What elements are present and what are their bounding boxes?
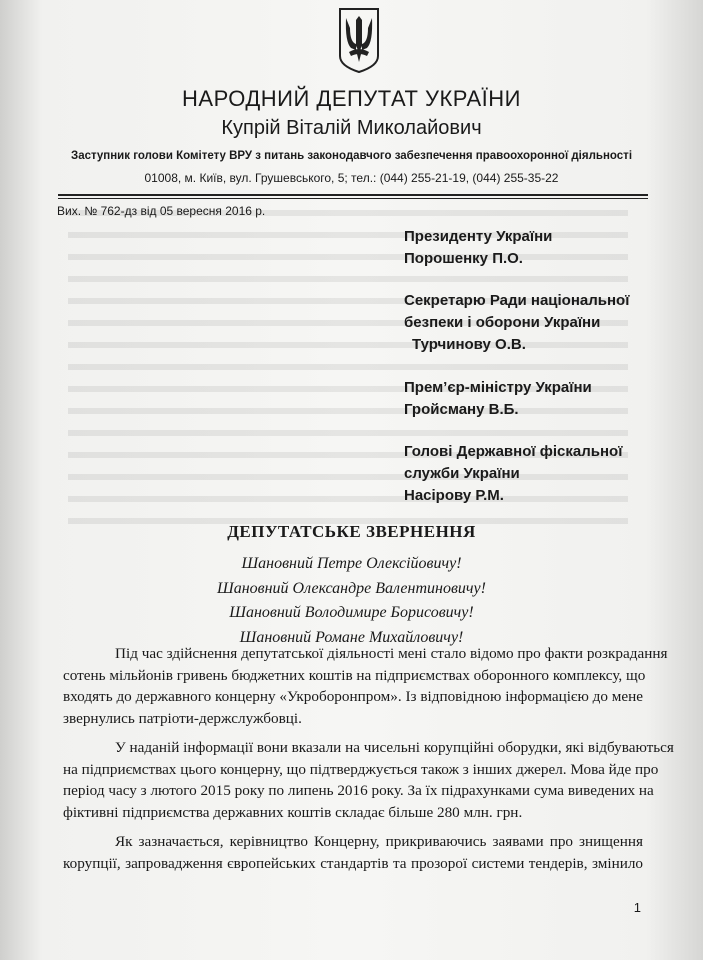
addressee-line: Прем’єр-міністру України bbox=[404, 379, 592, 396]
addressee-prime-minister bbox=[404, 377, 592, 421]
body-line: фіктивні підприємства державних коштів складає більше 280 млн. грн. bbox=[63, 803, 523, 821]
addressee-president bbox=[404, 226, 552, 270]
addressee-line: безпеки і оборони України bbox=[404, 314, 601, 331]
body-paragraph bbox=[63, 643, 668, 729]
addressee-line: Порошенку П.О. bbox=[404, 250, 523, 267]
body-line: на підприємствах цього концерну, що підтверджується також з інших джерел. Мова йде про bbox=[63, 760, 659, 778]
body-line: входять до державного концерну «Укроборонпром». Із відповідною інформацією до мене bbox=[63, 688, 643, 705]
addressee-line: служби України bbox=[404, 465, 520, 482]
body-paragraph bbox=[63, 737, 674, 823]
addressee-line: Гройсману В.Б. bbox=[404, 401, 519, 418]
body-line: корупції, запровадження європейських стандартів та прозорої системи тендерів, змінило bbox=[63, 854, 643, 872]
outgoing-number: Вих. № 762-дз від 05 вересня 2016 р. bbox=[57, 204, 266, 218]
addressee-line: Голові Державної фіскальної bbox=[404, 443, 623, 460]
body-paragraph bbox=[63, 831, 643, 874]
greeting-line: Шановний Олександре Валентиновичу! bbox=[217, 579, 486, 597]
deputy-name: Купрій Віталій Миколайович bbox=[221, 117, 482, 139]
addressee-line: Секретарю Ради національної bbox=[404, 292, 630, 309]
body-line: сотень мільйонів гривень бюджетних коштів на підприємствах оборонного комплексу, що bbox=[63, 666, 646, 684]
greeting-line: Шановний Романе Михайловичу! bbox=[239, 628, 464, 646]
deputy-address: 01008, м. Київ, вул. Грушевського, 5; тел.: (044) 255-21-19, (044) 255-35-22 bbox=[144, 171, 559, 185]
body-line: період часу з лютого 2015 року по липень 2016 року. За їх підрахунками сума виведених на bbox=[63, 782, 654, 799]
body-line: Під час здійснення депутатської діяльності мені стало відомо про факти розкрадання bbox=[115, 645, 668, 662]
addressee-line: Насірову Р.М. bbox=[404, 487, 504, 504]
body-line: звернулись патріоти-держслужбовці. bbox=[63, 709, 302, 727]
addressee-line: Турчинову О.В. bbox=[412, 336, 526, 353]
page-number: 1 bbox=[633, 900, 641, 915]
header-rule-thin bbox=[58, 198, 648, 199]
header-rule-thick bbox=[58, 194, 648, 196]
addressee-nsdc-secretary bbox=[404, 290, 629, 356]
addressee-line: Президенту України bbox=[404, 228, 553, 245]
greeting-line: Шановний Петре Олексійовичу! bbox=[241, 555, 462, 572]
trident-emblem-icon bbox=[337, 6, 381, 74]
deputy-position: Заступник голови Комітету ВРУ з питань законодавчого забезпечення правоохоронної діяльності bbox=[70, 150, 633, 162]
document-title: ДЕПУТАТСЬКЕ ЗВЕРНЕННЯ bbox=[227, 522, 476, 541]
body-line: У наданій інформації вони вказали на чисельні корупційні оборудки, які відбуваються bbox=[115, 739, 674, 756]
body-line: Як зазначається, керівництво Концерну, прикриваючись заявами про знищення bbox=[115, 833, 643, 850]
greeting-line: Шановний Володимире Борисовичу! bbox=[229, 604, 474, 621]
deputy-title: НАРОДНИЙ ДЕПУТАТ УКРАЇНИ bbox=[182, 86, 521, 111]
greetings bbox=[0, 552, 703, 650]
addressee-tax-service bbox=[404, 441, 622, 507]
letter-body bbox=[63, 643, 674, 882]
